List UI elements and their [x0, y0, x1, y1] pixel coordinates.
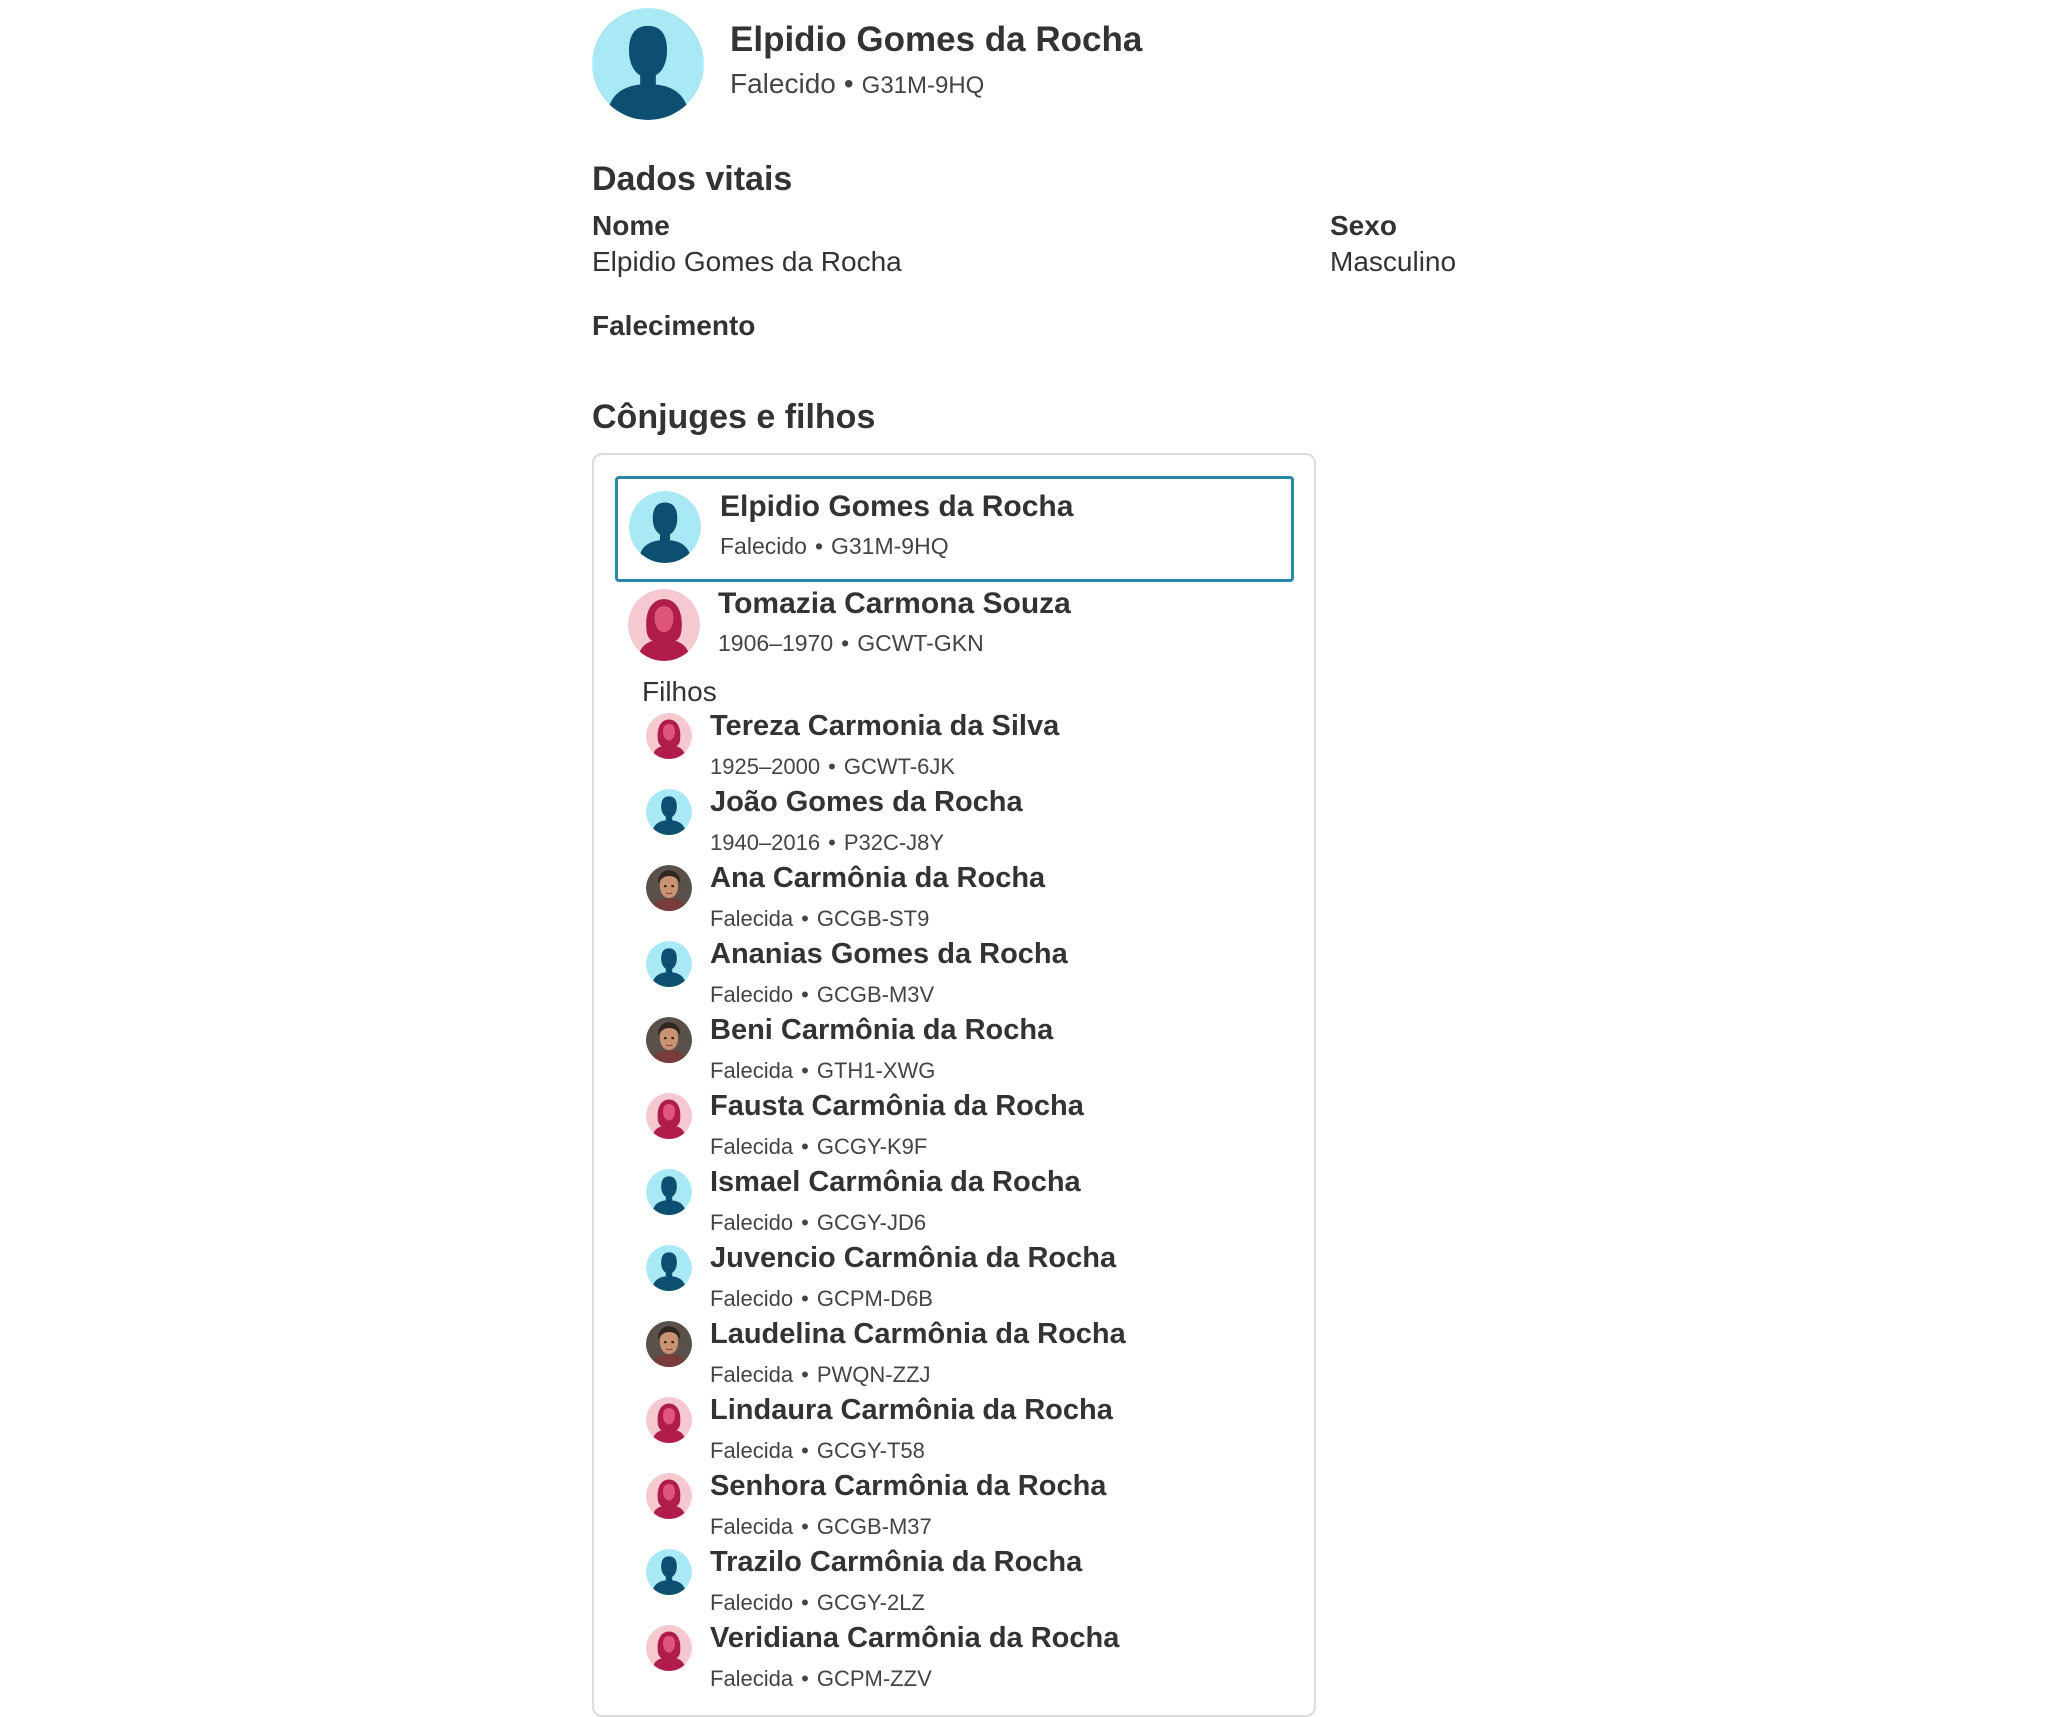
photo-portrait-icon: [646, 865, 692, 911]
child-meta: [710, 1666, 932, 1692]
children-label: Filhos: [642, 676, 717, 707]
male-silhouette-icon: [646, 789, 692, 835]
child-name[interactable]: Beni Carmônia da Rocha: [710, 1014, 1054, 1046]
separator-dot: •: [801, 1514, 809, 1539]
child-avatar: [646, 789, 692, 835]
spouse-name[interactable]: Tomazia Carmona Souza: [718, 587, 1071, 620]
child-status: 1925–2000: [710, 754, 821, 779]
family-person-pid: G31M-9HQ: [831, 533, 949, 559]
spouse-avatar: [628, 589, 700, 661]
child-avatar: [646, 1093, 692, 1139]
child-avatar: [646, 1625, 692, 1671]
child-name[interactable]: João Gomes da Rocha: [710, 786, 1023, 818]
child-pid: GCGB-ST9: [816, 906, 930, 931]
child-name[interactable]: Ismael Carmônia da Rocha: [710, 1166, 1081, 1198]
female-silhouette-icon: [628, 589, 700, 661]
child-status: Falecida: [710, 1514, 794, 1539]
separator-dot: •: [801, 982, 809, 1007]
separator-dot: •: [801, 1286, 809, 1311]
separator-dot: •: [828, 830, 836, 855]
separator-dot: •: [801, 1666, 809, 1691]
separator-dot: •: [843, 68, 854, 99]
person-status: Falecido: [730, 68, 836, 99]
child-meta: [710, 1058, 935, 1084]
child-avatar: [646, 865, 692, 911]
child-status: 1940–2016: [710, 830, 821, 855]
sex-value: Masculino: [1330, 246, 1457, 277]
child-avatar: [646, 1321, 692, 1367]
female-silhouette-icon: [646, 1397, 692, 1443]
name-value: Elpidio Gomes da Rocha: [592, 246, 902, 277]
child-name[interactable]: Lindaura Carmônia da Rocha: [710, 1394, 1113, 1426]
child-meta: [710, 982, 934, 1008]
male-silhouette-icon: [646, 941, 692, 987]
child-meta: [710, 1590, 925, 1616]
child-pid: GCGY-K9F: [816, 1134, 928, 1159]
female-silhouette-icon: [646, 1473, 692, 1519]
child-name[interactable]: Senhora Carmônia da Rocha: [710, 1470, 1107, 1502]
child-pid: GCGY-2LZ: [816, 1590, 925, 1615]
family-person-name[interactable]: Elpidio Gomes da Rocha: [720, 490, 1074, 523]
child-pid: GCGB-M3V: [816, 982, 935, 1007]
child-pid: GTH1-XWG: [816, 1058, 936, 1083]
person-pid: G31M-9HQ: [861, 72, 985, 99]
child-meta: [710, 1362, 931, 1388]
child-meta: [710, 1438, 925, 1464]
child-name[interactable]: Trazilo Carmônia da Rocha: [710, 1546, 1083, 1578]
photo-portrait-icon: [646, 1017, 692, 1063]
female-silhouette-icon: [646, 713, 692, 759]
child-name[interactable]: Tereza Carmonia da Silva: [710, 710, 1060, 742]
child-meta: [710, 830, 944, 856]
male-silhouette-icon: [646, 1549, 692, 1595]
separator-dot: •: [801, 906, 809, 931]
child-avatar: [646, 1017, 692, 1063]
separator-dot: •: [801, 1362, 809, 1387]
child-pid: GCGB-M37: [816, 1514, 932, 1539]
female-silhouette-icon: [646, 1093, 692, 1139]
family-person-meta: [720, 533, 949, 560]
person-name: Elpidio Gomes da Rocha: [730, 20, 1143, 59]
family-person-avatar: [629, 491, 701, 563]
child-status: Falecido: [710, 1210, 794, 1235]
child-meta: [710, 1134, 927, 1160]
child-pid: GCGY-T58: [816, 1438, 925, 1463]
child-pid: PWQN-ZZJ: [816, 1362, 931, 1387]
separator-dot: •: [828, 754, 836, 779]
child-status: Falecida: [710, 1666, 794, 1691]
separator-dot: •: [801, 1058, 809, 1083]
child-status: Falecida: [710, 1058, 794, 1083]
separator-dot: •: [814, 533, 823, 559]
male-silhouette-icon: [592, 8, 704, 120]
child-meta: [710, 754, 955, 780]
child-avatar: [646, 1473, 692, 1519]
child-status: Falecido: [710, 982, 794, 1007]
child-avatar: [646, 1549, 692, 1595]
child-name[interactable]: Fausta Carmônia da Rocha: [710, 1090, 1084, 1122]
spouse-meta: [718, 630, 984, 657]
section-title-vitals: Dados vitais: [592, 160, 793, 198]
child-status: Falecida: [710, 906, 794, 931]
spouse-lifespan: 1906–1970: [718, 630, 834, 656]
spouse-pid: GCWT-GKN: [857, 630, 984, 656]
sex-label: Sexo: [1330, 210, 1397, 241]
child-meta: [710, 1286, 933, 1312]
child-avatar: [646, 1245, 692, 1291]
separator-dot: •: [801, 1210, 809, 1235]
child-status: Falecida: [710, 1134, 794, 1159]
death-label: Falecimento: [592, 310, 756, 341]
child-avatar: [646, 713, 692, 759]
female-silhouette-icon: [646, 1625, 692, 1671]
child-name[interactable]: Laudelina Carmônia da Rocha: [710, 1318, 1126, 1350]
child-avatar: [646, 1397, 692, 1443]
child-pid: GCPM-D6B: [816, 1286, 933, 1311]
child-pid: GCPM-ZZV: [816, 1666, 932, 1691]
photo-portrait-icon: [646, 1321, 692, 1367]
child-name[interactable]: Ananias Gomes da Rocha: [710, 938, 1068, 970]
child-avatar: [646, 941, 692, 987]
separator-dot: •: [841, 630, 850, 656]
male-silhouette-icon: [646, 1169, 692, 1215]
separator-dot: •: [801, 1590, 809, 1615]
child-name[interactable]: Veridiana Carmônia da Rocha: [710, 1622, 1120, 1654]
person-avatar: [592, 8, 704, 120]
child-meta: [710, 906, 929, 932]
male-silhouette-icon: [629, 491, 701, 563]
child-avatar: [646, 1169, 692, 1215]
separator-dot: •: [801, 1438, 809, 1463]
name-label: Nome: [592, 210, 670, 241]
child-status: Falecido: [710, 1286, 794, 1311]
child-status: Falecida: [710, 1362, 794, 1387]
separator-dot: •: [801, 1134, 809, 1159]
child-status: Falecida: [710, 1438, 794, 1463]
child-name[interactable]: Ana Carmônia da Rocha: [710, 862, 1046, 894]
child-meta: [710, 1514, 932, 1540]
child-status: Falecido: [710, 1590, 794, 1615]
child-pid: P32C-J8Y: [843, 830, 945, 855]
section-title-family: Cônjuges e filhos: [592, 398, 876, 436]
child-name[interactable]: Juvencio Carmônia da Rocha: [710, 1242, 1117, 1274]
child-pid: GCGY-JD6: [816, 1210, 927, 1235]
child-meta: [710, 1210, 926, 1236]
family-person-status: Falecido: [720, 533, 807, 559]
male-silhouette-icon: [646, 1245, 692, 1291]
person-meta: [730, 68, 984, 100]
child-pid: GCWT-6JK: [843, 754, 956, 779]
